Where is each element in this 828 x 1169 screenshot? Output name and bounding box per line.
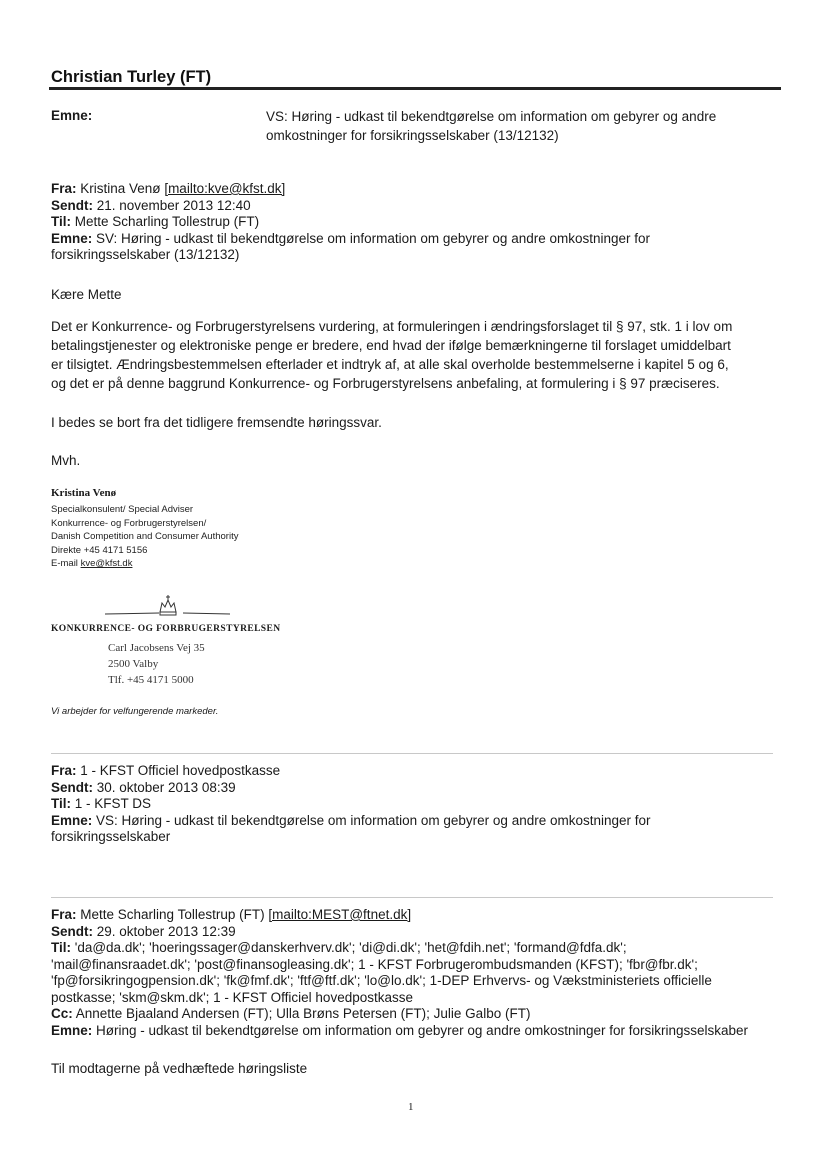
organization-logo-text: KONKURRENCE- OG FORBRUGERSTYRELSEN bbox=[51, 624, 281, 634]
from-value: Kristina Venø bbox=[76, 181, 165, 196]
email3-to bbox=[51, 940, 748, 957]
mailto-link[interactable]: [mailto:kve@kfst.dk] bbox=[164, 181, 286, 196]
email1-sent bbox=[51, 198, 650, 215]
subject-value: Høring - udkast til bekendtgørelse om information om gebyrer og andre omkostninger for forsikringsselskaber bbox=[92, 1022, 749, 1038]
email2-to bbox=[51, 796, 651, 813]
address-street: Carl Jacobsens Vej 35 bbox=[108, 642, 205, 654]
email1-subject bbox=[51, 231, 650, 248]
subject-value: VS: Høring - udkast til bekendtgørelse om information om gebyrer og andre omkostninger for bbox=[92, 812, 651, 828]
to-value: 'da@da.dk'; 'hoeringssager@danskerhverv.dk'; 'di@di.dk'; 'het@fdih.net'; 'formand@fdfa.dk'; bbox=[71, 940, 627, 955]
signature-org-en: Danish Competition and Consumer Authority bbox=[51, 531, 239, 542]
email2-sent bbox=[51, 780, 651, 797]
email3-headers bbox=[51, 907, 748, 1039]
signature-title: Specialkonsulent/ Special Adviser bbox=[51, 504, 194, 515]
signature-block bbox=[51, 503, 238, 571]
email1-headers bbox=[51, 181, 650, 264]
subject-label: Emne: bbox=[51, 230, 93, 246]
sent-label: Sendt: bbox=[51, 197, 93, 213]
cc-label: Cc: bbox=[51, 1006, 73, 1021]
email3-body: Til modtagerne på vedhæftede høringsliste bbox=[51, 1061, 308, 1076]
cc-value: Annette Bjaaland Andersen (FT); Ulla Brøns Petersen (FT); Julie Galbo (FT) bbox=[72, 1006, 531, 1021]
mailto-link[interactable]: [mailto:MEST@ftnet.dk] bbox=[268, 907, 412, 922]
to-label: Til: bbox=[51, 214, 71, 229]
address-block bbox=[108, 640, 205, 688]
from-label: Fra: bbox=[51, 181, 77, 196]
email2-from bbox=[51, 763, 651, 780]
body-line: betalingstjenester og elektroniske penge er bredere, end hvad der ifølge bemærkningerne til forslaget umiddelbart bbox=[51, 338, 731, 353]
subject-label: Emne: bbox=[51, 812, 93, 828]
email-label: E-mail bbox=[51, 558, 81, 569]
slogan: Vi arbejder for velfungerende markeder. bbox=[51, 706, 219, 717]
email2-subject-cont: forsikringsselskaber bbox=[51, 829, 171, 844]
email3-from bbox=[51, 907, 748, 924]
greeting: Kære Mette bbox=[51, 287, 122, 302]
email3-to-cont: 'fp@forsikringogpension.dk'; 'fk@fmf.dk'; 'ftf@ftf.dk'; 'lo@lo.dk'; 1-DEP Erhvervs- og Vækstministeriets officielle bbox=[51, 973, 712, 988]
email3-to-cont: postkasse; 'skm@skm.dk'; 1 - KFST Officiel hovedpostkasse bbox=[51, 989, 413, 1005]
header-divider bbox=[49, 87, 781, 90]
address-phone: Tlf. +45 4171 5000 bbox=[108, 674, 194, 686]
address-city: 2500 Valby bbox=[108, 658, 159, 670]
email3-to-cont: 'mail@finansraadet.dk'; 'post@finansogleasing.dk'; 1 - KFST Forbrugerombudsmanden (KFST); 'fbr@fbr.dk'; bbox=[51, 956, 698, 972]
sent-value: 29. oktober 2013 12:39 bbox=[93, 923, 236, 939]
to-value: Mette Scharling Tollestrup (FT) bbox=[71, 214, 260, 229]
email2-headers bbox=[51, 763, 651, 846]
to-label: Til: bbox=[51, 796, 71, 811]
email-separator bbox=[51, 897, 773, 898]
from-value: Mette Scharling Tollestrup (FT) bbox=[76, 907, 269, 922]
body-line: Det er Konkurrence- og Forbrugerstyrelsens vurdering, at formuleringen i ændringsforslaget til § 97, stk. 1 i lov om bbox=[51, 319, 733, 334]
signature-name: Kristina Venø bbox=[51, 487, 117, 499]
subject-value: VS: Høring - udkast til bekendtgørelse om information om gebyrer og andre omkostninger for forsikringsselskaber (13/12132) bbox=[266, 109, 717, 143]
signature-direct: Direkte +45 4171 5156 bbox=[51, 544, 148, 556]
email1-body bbox=[51, 319, 771, 393]
from-value: 1 - KFST Officiel hovedpostkasse bbox=[76, 763, 281, 778]
sent-value: 21. november 2013 12:40 bbox=[93, 197, 251, 213]
request-text: I bedes se bort fra det tidligere fremsendte høringssvar. bbox=[51, 415, 382, 430]
sent-label: Sendt: bbox=[51, 779, 93, 795]
email3-cc bbox=[51, 1006, 748, 1023]
email2-subject bbox=[51, 813, 651, 830]
sent-value: 30. oktober 2013 08:39 bbox=[93, 779, 236, 795]
to-label: Til: bbox=[51, 940, 71, 955]
sent-label: Sendt: bbox=[51, 923, 93, 939]
email-separator bbox=[51, 753, 773, 754]
crown-logo-icon bbox=[55, 592, 295, 642]
subject-label: Emne: bbox=[51, 1022, 93, 1038]
page-number: 1 bbox=[408, 1101, 414, 1113]
email1-from bbox=[51, 181, 650, 198]
email3-sent bbox=[51, 924, 748, 941]
signature-org-da: Konkurrence- og Forbrugerstyrelsen/ bbox=[51, 517, 207, 529]
from-label: Fra: bbox=[51, 907, 77, 922]
body-line: er tilsigtet. Ændringsbestemmelsen efterlader et indtryk af, at alle skal overholde bestemmelserne i kapitel 5 og 6, bbox=[51, 357, 729, 372]
closing: Mvh. bbox=[51, 453, 81, 468]
subject-value: SV: Høring - udkast til bekendtgørelse om information om gebyrer og andre omkostninger for bbox=[92, 230, 651, 246]
from-label: Fra: bbox=[51, 763, 77, 778]
subject-label: Emne: bbox=[51, 108, 93, 123]
email3-subject bbox=[51, 1023, 748, 1040]
email-link[interactable]: kve@kfst.dk bbox=[80, 558, 133, 569]
email1-to bbox=[51, 214, 650, 231]
body-line: og det er på denne baggrund Konkurrence- og Forbrugerstyrelsens anbefaling, at formulering i § 97 præciseres. bbox=[51, 376, 720, 391]
signature-email bbox=[51, 557, 238, 571]
to-value: 1 - KFST DS bbox=[71, 796, 152, 811]
document-title: Christian Turley (FT) bbox=[51, 68, 212, 86]
email1-subject-cont: forsikringsselskaber (13/12132) bbox=[51, 247, 240, 262]
